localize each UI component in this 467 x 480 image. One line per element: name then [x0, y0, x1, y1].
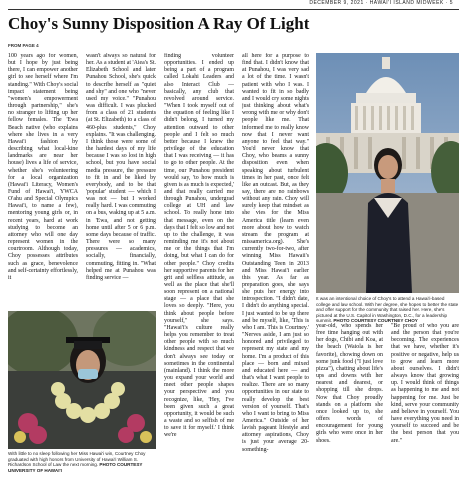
- column-6-text: "Be proud of who you are and the person that you're becoming. The experiences that we have, whether it's positive or negative, help us to grow and learn more about ourselves. I didn't always know that growing up. I would think of things as happening to me and not happening for me. Just be kind, serve your community and believe in yourself. You have everything you need in yourself to succeed and be the best person that you are.": [391, 323, 459, 444]
- article-column-1: [8, 53, 78, 306]
- right-caption-text: It was an intentional choice of Choy's to attend a Hawai'i-based college and law school. With her degree, she hopes to better the state and offer support for the community that raised her. Here, she's pictured at the U.S. Capitol in Washington, D.C., for a leadership summit.: [316, 296, 459, 324]
- article-column-6: [391, 323, 459, 471]
- column-3-text: finding volunteer opportunities. I ended up being a part of a program called Lokahi Leaders and also Interact Club — basically, any club that revolved around service. "When I took myself out of the equation of feeling like I didn't belong, I turned my attention outward to other people and I felt so much better because I knew the privilege of the education that I was receiving — it has to go to other people. At the time, our Punahou president would say, 'to how much is given is as much is expected,' and that really carried me through Punahou, undergrad college at UH and law school. To really hone into that message, even on the days that I felt so low and not up to the challenge, it was reminding me it's not about me or the things that I'm doing, but what I can do for other people." Choy credits her supportive parents for her grit and selfless attitude, as well as the place that she'll soon represent on a national stage — a place that she loves so deeply. "Here, you think about people before yourself," she says. "Hawai'i's culture really helps you remember to treat other people with so much kindness and respect that we don't always see today or sometimes in the continental (mainland). I think the more you expand your world and meet other people shapes your perspective and you recognize, like, 'Hey, I've been given such a great opportunity, it would be such a waste and so selfish of me to save it for myself.' I think we're: [164, 53, 234, 439]
- left-photo-caption: [8, 451, 158, 473]
- from-page-label: FROM PAGE 4: [8, 43, 39, 48]
- right-photo-caption: [316, 296, 459, 324]
- left-caption-text: With little to no sleep following her Miss Hawai'i win, Courtney Choy graduated with high honors from University of Hawai'i William S. Richardson School of Law the next morning.: [8, 451, 146, 468]
- column-5-text: year-old, who spends her free time hanging out with her dogs, Chibi and Koa, at the beach (Waiola is her favorite), chowing down on some junk food ("I just love pizza"), chatting about life's ups and downs with her nearest and dearest, or shopping till she drops. Now that Choy proudly stands on a platform she once looked up to, she offers words of encouragement for young girls who were once in her shoes.: [316, 323, 383, 444]
- header-rule: [8, 9, 459, 10]
- left-caption-credit: PHOTO COURTESY UNIVERSITY OF HAWAI'I: [8, 462, 143, 473]
- graduation-photo-illustration: [8, 311, 156, 449]
- capitol-photo-illustration: [316, 53, 459, 293]
- article-column-3: [164, 53, 234, 471]
- article-column-5: [316, 323, 383, 471]
- page-header: DECEMBER 9, 2021 · HAWAI'I ISLAND MIDWEEK · 5: [309, 0, 453, 6]
- right-caption-credit: PHOTO COURTESY COURTNEY CHOY: [333, 318, 418, 324]
- column-2-text: wasn't always so natural for her. As a student at 'Aiea's St. Elizabeth School and later Punahou School, she's quick to describe herself as "quiet and shy" and one who "never used my voice." "Punahou was difficult. I was plucked from a class of 21 students (at St. Elizabeth) to a class of 460-plus students," Choy explains. "It was challenging. I think those were some of the hardest days of my life because I was so lost in high school, but you have social media pressure, the pressure to fit in and be liked by everybody, and to be that 'popular' student — which I was not — but I worked really hard. I was commuting on a bus, waking up at 5 a.m. in 'Ewa, and not getting home until after 5 or 6 p.m. some days because of traffic. There were so many pressures — academics, socially, financially, commuting, fitting in. "What helped me at Punahou was finding service —: [86, 53, 156, 281]
- article-column-2: [86, 53, 156, 306]
- column-1-text: 100 years ago for women, but I hope by just being there, I can empower another girl to see herself where I'm standing." With Choy's social impact statement being "women's empowerment through partnership," she's no stranger to lifting up her fellow females. The 'Ewa Beach native (who explains where she lives in a very Hawai'i fashion by describing what local-kine landmarks are near her house) lives a life of service, whether she's volunteering for a local organization (Hawai'i Literacy, Women's Fund of Hawai'i, YWCA O'ahu and Special Olympics Hawai'i, to name a few), mentoring young girls or, in recent years, hard at work studying to become an attorney who will one day represent women in the courtroom. Although today, Choy possesses attributes such as grace, benevolence and self-certainty effortlessly, it: [8, 53, 78, 281]
- capitol-photo: [316, 53, 459, 293]
- article-headline: Choy's Sunny Disposition A Ray Of Light: [8, 14, 310, 33]
- column-4-text: all here for a purpose to find that. I didn't know that at Punahou, I was very sad a lot of the time. I wasn't patient with who I was. I wanted to fit in so badly and I would cry some nights just thinking about what's wrong with me or why don't people like me. That informed me to really know now that I never want anyone to feel that way." You'd never know that Choy, who beams a sunny disposition even when speaking about turbulent times in her past, once felt like an outcast. But, as they say, there are no rainbows without any rain. Choy will surely keep that mindset as she vies for the Miss America title (learn even more about how to watch stream the program at missamerica.org). She's currently two-for-two, after winning Miss Hawaii's Outstanding Teen in 2013 and Miss Hawai'i earlier this year. As far as preparation goes, she says she puts her energy into introspection. "I didn't date, I didn't do anything special. I just wanted to be up there and be myself, like, 'This is who I am. This is Courtney.' "Nerves aside, I am just so honored and privileged to represent my state and my home. I'm a product of this place — born and mixed and educated here — and that's what I want people to realize. There are so many opportunities in our state to really develop the best version of yourself. That's who I want to bring to Miss America." Outside of her lavish pageant lifestyle and attorney aspirations, Choy is just your average 20-something-: [242, 53, 309, 453]
- graduation-photo: [8, 311, 156, 449]
- article-column-4: [242, 53, 309, 471]
